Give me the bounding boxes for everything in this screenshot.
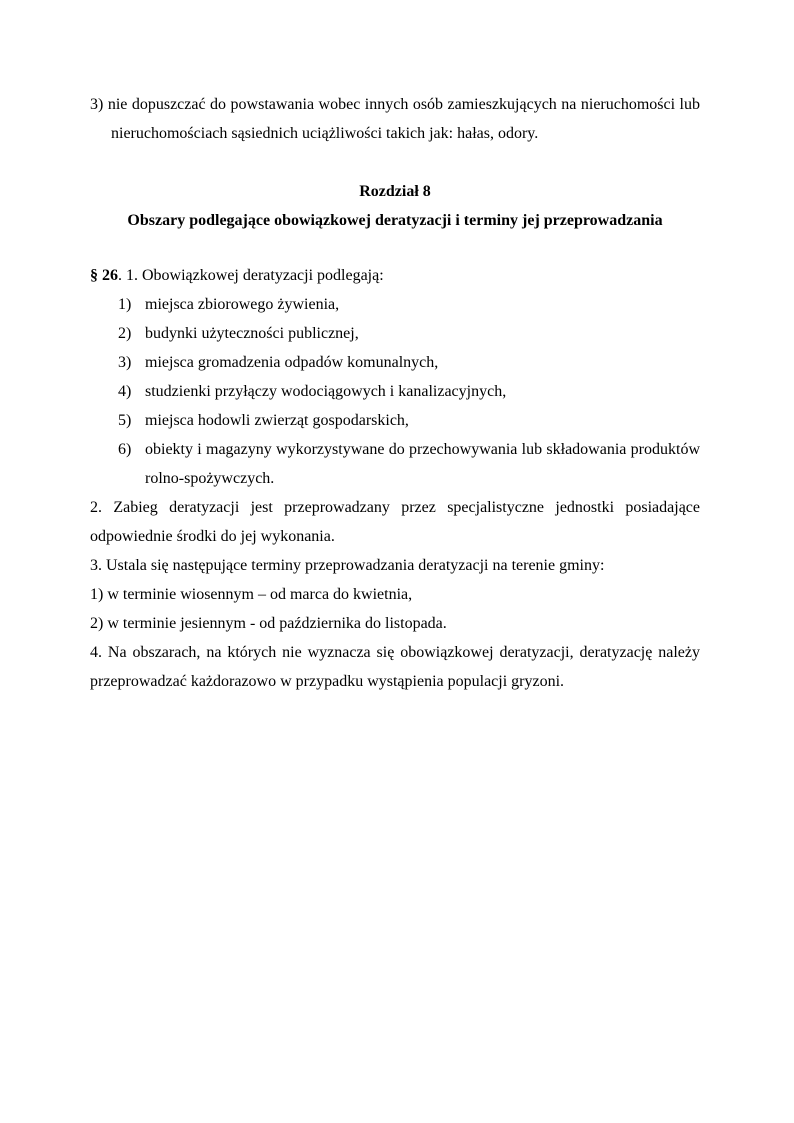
section-26: [90, 261, 700, 696]
intro-item-marker: 3): [90, 96, 108, 113]
section-term-spring: 1) w terminie wiosennym – od marca do kwietnia,: [90, 586, 413, 603]
list-item-marker: 4): [118, 383, 132, 400]
chapter-heading: [90, 177, 700, 235]
list-item-marker: 3): [118, 354, 132, 371]
intro-item-text: nie dopuszczać do powstawania wobec innych osób zamieszkujących na nieruchomości lub nieruchomościach sąsiednich uciążliwości takich jak: hałas, odory.: [107, 96, 701, 142]
list-item-marker: 5): [118, 412, 132, 429]
paragraph-intro-item: [90, 90, 700, 148]
list-item-text: miejsca hodowli zwierząt gospodarskich,: [145, 412, 409, 429]
list-item-marker: 6): [118, 441, 132, 458]
section-term-autumn: 2) w terminie jesiennym - od października do listopada.: [90, 615, 447, 632]
list-item: [90, 406, 700, 435]
list-item: [90, 435, 700, 493]
list-item: [90, 348, 700, 377]
list-item: [90, 290, 700, 319]
list-item: [90, 377, 700, 406]
list-item-text: miejsca gromadzenia odpadów komunalnych,: [145, 354, 439, 371]
section-paragraph-2: 2. Zabieg deratyzacji jest przeprowadzany przez specjalistyczne jednostki posiadające odpowiednie środki do jej wykonania.: [90, 499, 700, 545]
section-symbol: § 26: [90, 267, 118, 284]
section-paragraph-3: 3. Ustala się następujące terminy przeprowadzania deratyzacji na terenie gminy:: [90, 557, 605, 574]
section-intro-text: . 1. Obowiązkowej deratyzacji podlegają:: [118, 267, 384, 284]
list-item: [90, 319, 700, 348]
section-intro-line: [90, 261, 700, 290]
list-item-marker: 2): [118, 325, 132, 342]
list-item-text: budynki użyteczności publicznej,: [145, 325, 359, 342]
section-paragraph-4: 4. Na obszarach, na których nie wyznacza się obowiązkowej deratyzacji, deratyzację należy przeprowadzać każdorazowo w przypadku wystąpienia populacji gryzoni.: [90, 644, 700, 690]
chapter-title: Rozdział 8: [359, 183, 431, 200]
list-item-text: obiekty i magazyny wykorzystywane do przechowywania lub składowania produktów rolno-spożywczych.: [145, 441, 700, 487]
list-item-marker: 1): [118, 296, 132, 313]
chapter-subtitle: Obszary podlegające obowiązkowej deratyzacji i terminy jej przeprowadzania: [127, 212, 663, 229]
list-item-text: studzienki przyłączy wodociągowych i kanalizacyjnych,: [145, 383, 507, 400]
list-item-text: miejsca zbiorowego żywienia,: [145, 296, 340, 313]
